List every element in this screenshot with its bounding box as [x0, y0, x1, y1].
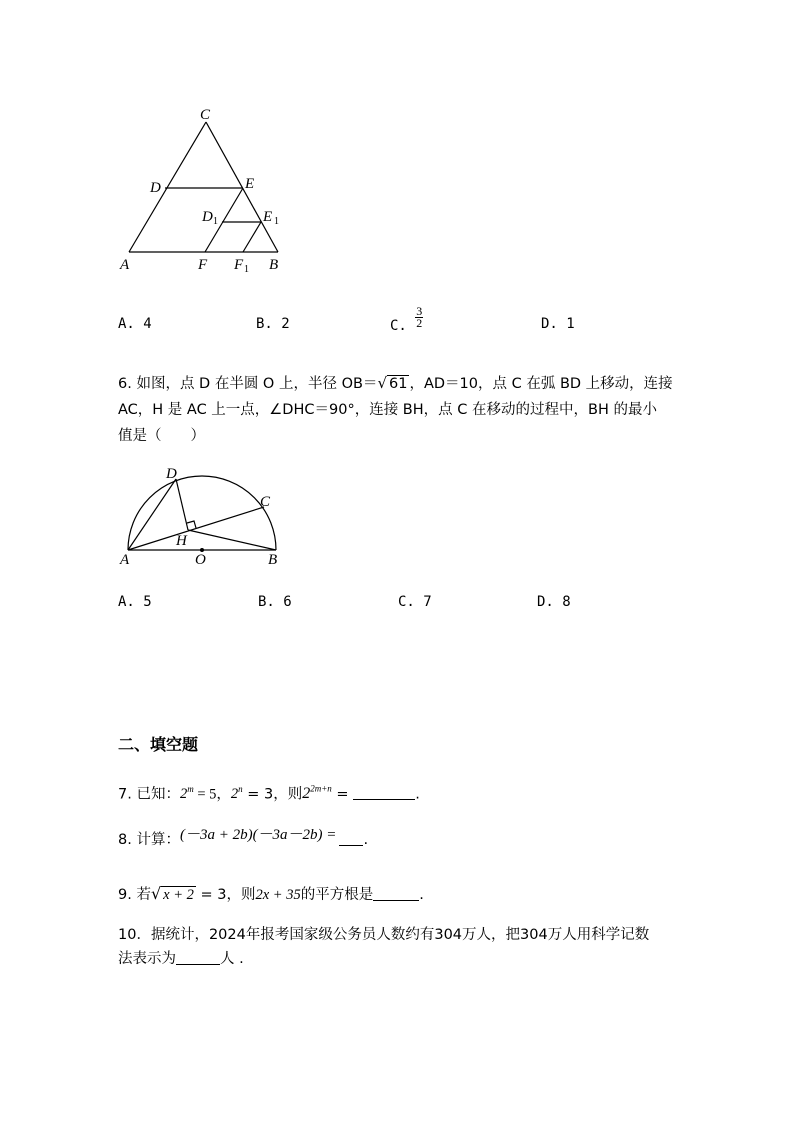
- q10-question-line2: [118, 946, 244, 973]
- q6-option-a[interactable]: A. 5: [118, 594, 152, 610]
- q5-option-b[interactable]: B. 2: [256, 316, 290, 332]
- label-E1: E: [263, 209, 273, 225]
- q5-option-d[interactable]: D. 1: [541, 316, 575, 332]
- semicircle-arc: [128, 476, 276, 550]
- label-E: E: [245, 176, 255, 192]
- label-F1-sub: 1: [244, 264, 249, 275]
- label-O: O: [195, 552, 206, 568]
- label-A: A: [120, 257, 130, 273]
- section-title: 二、填空题: [118, 735, 199, 754]
- q5-option-a[interactable]: A. 4: [118, 316, 152, 332]
- q9-answer-blank[interactable]: [373, 886, 419, 901]
- q10-end: 人 .: [220, 951, 244, 967]
- q9-mid: = 3，则: [195, 887, 256, 903]
- sqrt-icon: √: [150, 884, 162, 903]
- q7-value2: = 3，则: [242, 786, 303, 803]
- q6-text-b: ，AD＝10，点 C 在弧 BD 上移动，连接: [409, 376, 673, 392]
- segment-CA: [129, 122, 206, 252]
- right-angle-mark: [187, 521, 196, 528]
- q6-question-line2: AC，H 是 AC 上一点，∠DHC＝90°，连接 BH，点 C 在移动的过程中，BH 的最小: [118, 402, 657, 418]
- q5-option-c-label: C.: [390, 318, 407, 334]
- q7-power2: 2$^n$: [230, 784, 243, 803]
- q10-answer-blank[interactable]: [176, 950, 220, 965]
- segment-AC: [128, 507, 264, 550]
- segment-AD: [128, 479, 176, 550]
- q9-end: .: [419, 887, 424, 903]
- q8-question: [118, 822, 368, 854]
- q7-question: [118, 776, 420, 808]
- fraction-numerator: 3: [416, 304, 423, 318]
- segment-DH: [176, 479, 188, 530]
- q8-end: .: [363, 832, 369, 848]
- label-D1-sub: 1: [213, 216, 218, 227]
- q5-option-c[interactable]: [390, 306, 423, 334]
- q6-question-line1: [118, 370, 673, 398]
- q9-question: [118, 880, 424, 909]
- q7-prefix: 7. 已知：: [118, 786, 180, 803]
- fraction-denominator: 2: [416, 316, 423, 330]
- label-E1-sub: 1: [274, 216, 279, 227]
- q6-question-line3: 值是（ ）: [118, 428, 205, 444]
- q9-expression: 2x + 35: [255, 887, 301, 903]
- q6-sqrt-value: 61: [389, 376, 408, 392]
- q8-answer-blank[interactable]: [339, 831, 363, 846]
- label-F1: F: [234, 257, 244, 273]
- label-B: B: [268, 552, 278, 568]
- q10-line2-text: 法表示为: [118, 951, 176, 967]
- label-C: C: [200, 107, 211, 123]
- label-A: A: [120, 552, 130, 568]
- q6-option-c[interactable]: C. 7: [398, 594, 432, 610]
- label-B: B: [269, 257, 279, 273]
- label-D: D: [166, 466, 177, 482]
- q7-end: .: [415, 786, 420, 803]
- q7-value1: = 5，: [193, 786, 231, 803]
- segment-HB: [188, 530, 276, 550]
- label-D: D: [150, 180, 161, 196]
- q9-radicand: x + 2: [163, 887, 194, 903]
- q10-question-line1: 10．据统计，2024年报考国家级公务员人数约有304万人，把304万人用科学记数: [118, 927, 650, 943]
- label-D1: D: [202, 209, 213, 225]
- q7-eq: =: [331, 786, 354, 803]
- label-H: H: [176, 533, 187, 549]
- q9-suffix: 的平方根是: [300, 887, 374, 903]
- q5-option-c-fraction: [415, 306, 423, 329]
- q6-text-a: 6. 如图，点 D 在半圆 O 上，半径 OB＝: [118, 376, 378, 392]
- q8-expression: (－3a + 2b)(－3a－2b) =: [179, 827, 337, 843]
- sqrt-icon: √: [377, 374, 387, 392]
- label-C: C: [260, 494, 271, 510]
- segment-E1F1: [243, 222, 261, 252]
- q9-prefix: 9. 若: [118, 887, 151, 903]
- q8-prefix: 8. 计算：: [118, 832, 180, 848]
- q6-option-d[interactable]: D. 8: [537, 594, 571, 610]
- q7-power3: $2^{2m+n}$: [302, 784, 332, 803]
- q5-figure: [110, 100, 300, 280]
- q7-power1: 2$^m$: [179, 784, 194, 803]
- q6-option-b[interactable]: B. 6: [258, 594, 292, 610]
- q6-figure: [110, 460, 300, 575]
- q7-answer-blank[interactable]: [353, 785, 415, 800]
- label-F: F: [198, 257, 208, 273]
